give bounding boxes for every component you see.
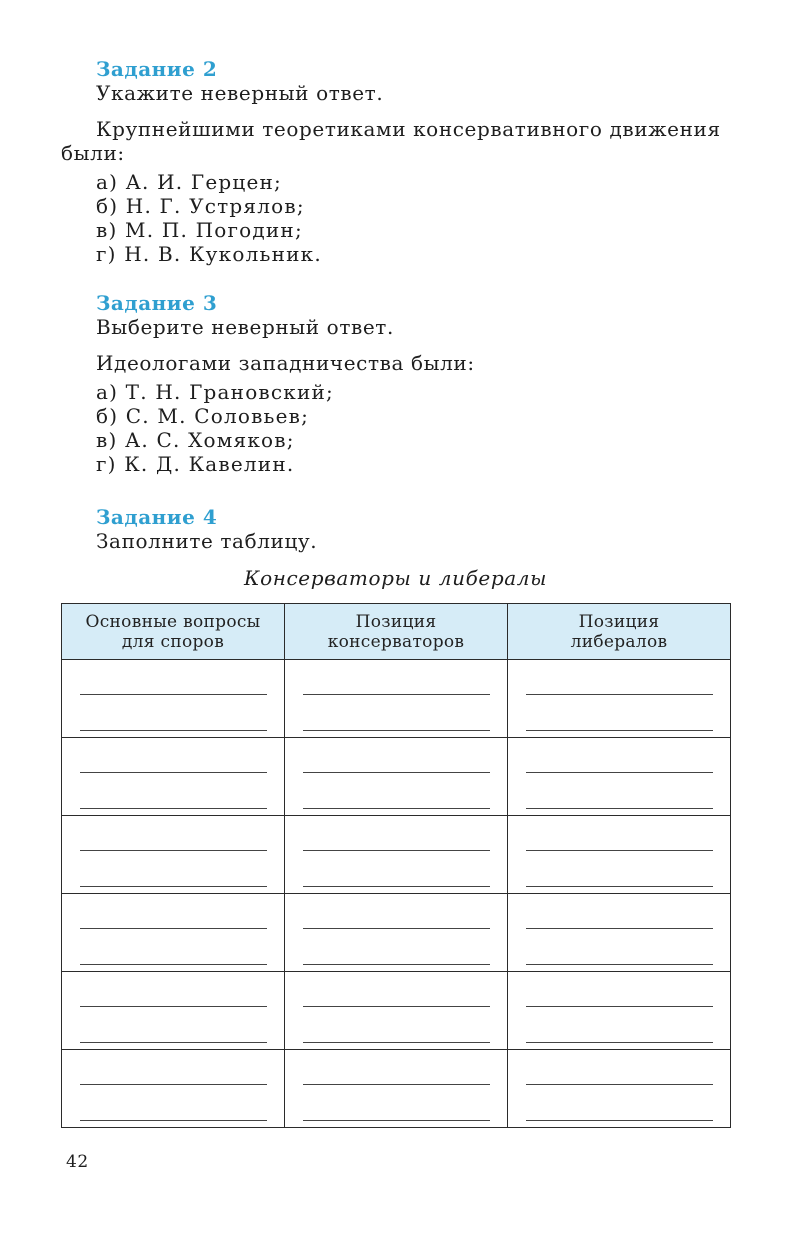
answer-line[interactable]: [80, 1006, 267, 1007]
answer-line[interactable]: [526, 1120, 713, 1121]
answer-cell-liberals[interactable]: [508, 660, 731, 738]
table-body: [62, 660, 731, 1128]
task-2-question-line-1: Крупнейшими теоретиками консервативного движения: [96, 117, 721, 141]
answer-line[interactable]: [303, 1042, 490, 1043]
answer-cell-questions[interactable]: [62, 972, 285, 1050]
answer-cell-conservatives[interactable]: [285, 972, 508, 1050]
answer-line[interactable]: [526, 1084, 713, 1085]
page-number: 42: [66, 1152, 89, 1172]
answer-cell-conservatives[interactable]: [285, 1050, 508, 1128]
answer-cell-questions[interactable]: [62, 660, 285, 738]
table-row: [62, 660, 731, 738]
header-conservatives-position: [285, 604, 508, 660]
table-header-row: [62, 604, 731, 660]
answer-line[interactable]: [80, 886, 267, 887]
table-row: [62, 894, 731, 972]
task-3-title: Задание 3: [96, 291, 218, 315]
task-2-option-d: г) Н. В. Кукольник.: [96, 242, 322, 266]
answer-line[interactable]: [526, 694, 713, 695]
task-2-option-a: а) А. И. Герцен;: [96, 170, 282, 194]
answer-line[interactable]: [526, 886, 713, 887]
table-row: [62, 816, 731, 894]
task-3-option-c: в) А. С. Хомяков;: [96, 428, 295, 452]
table-row: [62, 1050, 731, 1128]
table-row: [62, 972, 731, 1050]
answer-line[interactable]: [526, 928, 713, 929]
answer-line[interactable]: [526, 850, 713, 851]
answer-line[interactable]: [303, 850, 490, 851]
header-conservatives-line-2: консерваторов: [327, 631, 465, 652]
answer-cell-questions[interactable]: [62, 894, 285, 972]
answer-line[interactable]: [80, 1042, 267, 1043]
header-main-questions: [62, 604, 285, 660]
answer-cell-conservatives[interactable]: [285, 738, 508, 816]
answer-line[interactable]: [303, 1120, 490, 1121]
task-2-title: Задание 2: [96, 57, 218, 81]
header-main-questions-line-1: Основные вопросы: [85, 611, 261, 632]
answer-line[interactable]: [526, 808, 713, 809]
answer-cell-liberals[interactable]: [508, 972, 731, 1050]
task-3-instruction: Выберите неверный ответ.: [96, 315, 394, 339]
answer-cell-liberals[interactable]: [508, 1050, 731, 1128]
answer-line[interactable]: [80, 1084, 267, 1085]
answer-cell-conservatives[interactable]: [285, 816, 508, 894]
answer-line[interactable]: [303, 730, 490, 731]
answer-line[interactable]: [303, 808, 490, 809]
answer-cell-liberals[interactable]: [508, 816, 731, 894]
answer-cell-questions[interactable]: [62, 738, 285, 816]
answer-line[interactable]: [303, 1084, 490, 1085]
task-2-question-line-2: были:: [61, 141, 125, 165]
answer-line[interactable]: [80, 928, 267, 929]
answer-line[interactable]: [303, 694, 490, 695]
answer-line[interactable]: [526, 772, 713, 773]
answer-cell-liberals[interactable]: [508, 894, 731, 972]
answer-line[interactable]: [303, 886, 490, 887]
answer-cell-liberals[interactable]: [508, 738, 731, 816]
task-4-title: Задание 4: [96, 505, 218, 529]
answer-line[interactable]: [526, 964, 713, 965]
header-main-questions-line-2: для споров: [121, 631, 225, 652]
answer-line[interactable]: [80, 694, 267, 695]
task-2-option-c: в) М. П. Погодин;: [96, 218, 303, 242]
table-caption: Консерваторы и либералы: [244, 566, 547, 590]
worksheet-table: [61, 603, 731, 1128]
answer-line[interactable]: [80, 1120, 267, 1121]
task-2-option-b: б) Н. Г. Устрялов;: [96, 194, 305, 218]
task-4-instruction: Заполните таблицу.: [96, 529, 318, 553]
answer-line[interactable]: [303, 1006, 490, 1007]
answer-line[interactable]: [526, 1006, 713, 1007]
answer-line[interactable]: [303, 964, 490, 965]
header-conservatives-line-1: Позиция: [355, 611, 437, 632]
task-2-instruction: Укажите неверный ответ.: [96, 81, 384, 105]
answer-line[interactable]: [80, 808, 267, 809]
answer-line[interactable]: [80, 964, 267, 965]
answer-line[interactable]: [526, 730, 713, 731]
answer-cell-conservatives[interactable]: [285, 660, 508, 738]
answer-line[interactable]: [303, 928, 490, 929]
task-3-question: Идеологами западничества были:: [96, 351, 475, 375]
task-3-option-a: а) Т. Н. Грановский;: [96, 380, 334, 404]
answer-line[interactable]: [303, 772, 490, 773]
answer-line[interactable]: [80, 772, 267, 773]
answer-line[interactable]: [526, 1042, 713, 1043]
task-3-option-d: г) К. Д. Кавелин.: [96, 452, 295, 476]
answer-cell-questions[interactable]: [62, 816, 285, 894]
table-row: [62, 738, 731, 816]
answer-line[interactable]: [80, 730, 267, 731]
header-liberals-position: [508, 604, 731, 660]
answer-line[interactable]: [80, 850, 267, 851]
header-liberals-line-2: либералов: [570, 631, 668, 652]
answer-cell-questions[interactable]: [62, 1050, 285, 1128]
answer-cell-conservatives[interactable]: [285, 894, 508, 972]
task-3-option-b: б) С. М. Соловьев;: [96, 404, 310, 428]
header-liberals-line-1: Позиция: [578, 611, 660, 632]
